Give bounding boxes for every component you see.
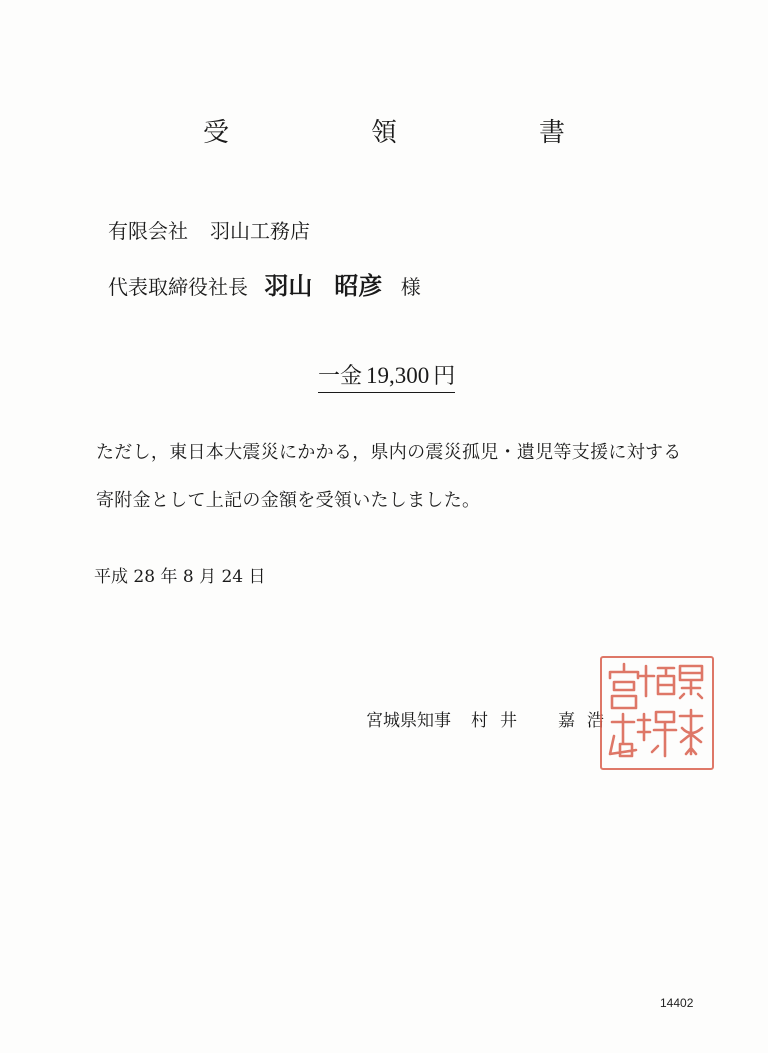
- amount-line: [318, 362, 455, 393]
- seal-glyphs-icon: [602, 658, 712, 768]
- document-title: 受 領 書: [202, 118, 623, 148]
- recipient-representative: [108, 266, 421, 301]
- representative-surname: 羽山: [264, 271, 313, 300]
- representative-given-name: 昭彦: [334, 271, 383, 300]
- amount-value: 19,300: [366, 363, 430, 388]
- issuer-name: 村井 嘉浩: [471, 711, 616, 731]
- representative-name: [264, 271, 382, 300]
- company-type: 有限会社: [108, 219, 188, 243]
- company-name: 羽山工務店: [210, 219, 310, 243]
- representative-position: 代表取締役社長: [108, 275, 248, 299]
- document-number: 14402: [660, 996, 694, 1010]
- body-text-line-1: ただし，東日本大震災にかかる，県内の震災孤児・遺児等支援に対する: [96, 442, 682, 463]
- issuer-title: 宮城県知事: [366, 711, 451, 731]
- issuer-signature: [366, 706, 616, 731]
- issue-date: 平成 28 年 8 月 24 日: [94, 567, 266, 587]
- body-text-line-2: 寄附金として上記の金額を受領いたしました。: [96, 490, 481, 511]
- recipient-company: [108, 215, 310, 244]
- honorific: 様: [400, 275, 421, 299]
- amount-prefix: 一金: [318, 364, 363, 389]
- official-seal-stamp: [600, 656, 714, 770]
- amount-unit: 円: [433, 364, 456, 389]
